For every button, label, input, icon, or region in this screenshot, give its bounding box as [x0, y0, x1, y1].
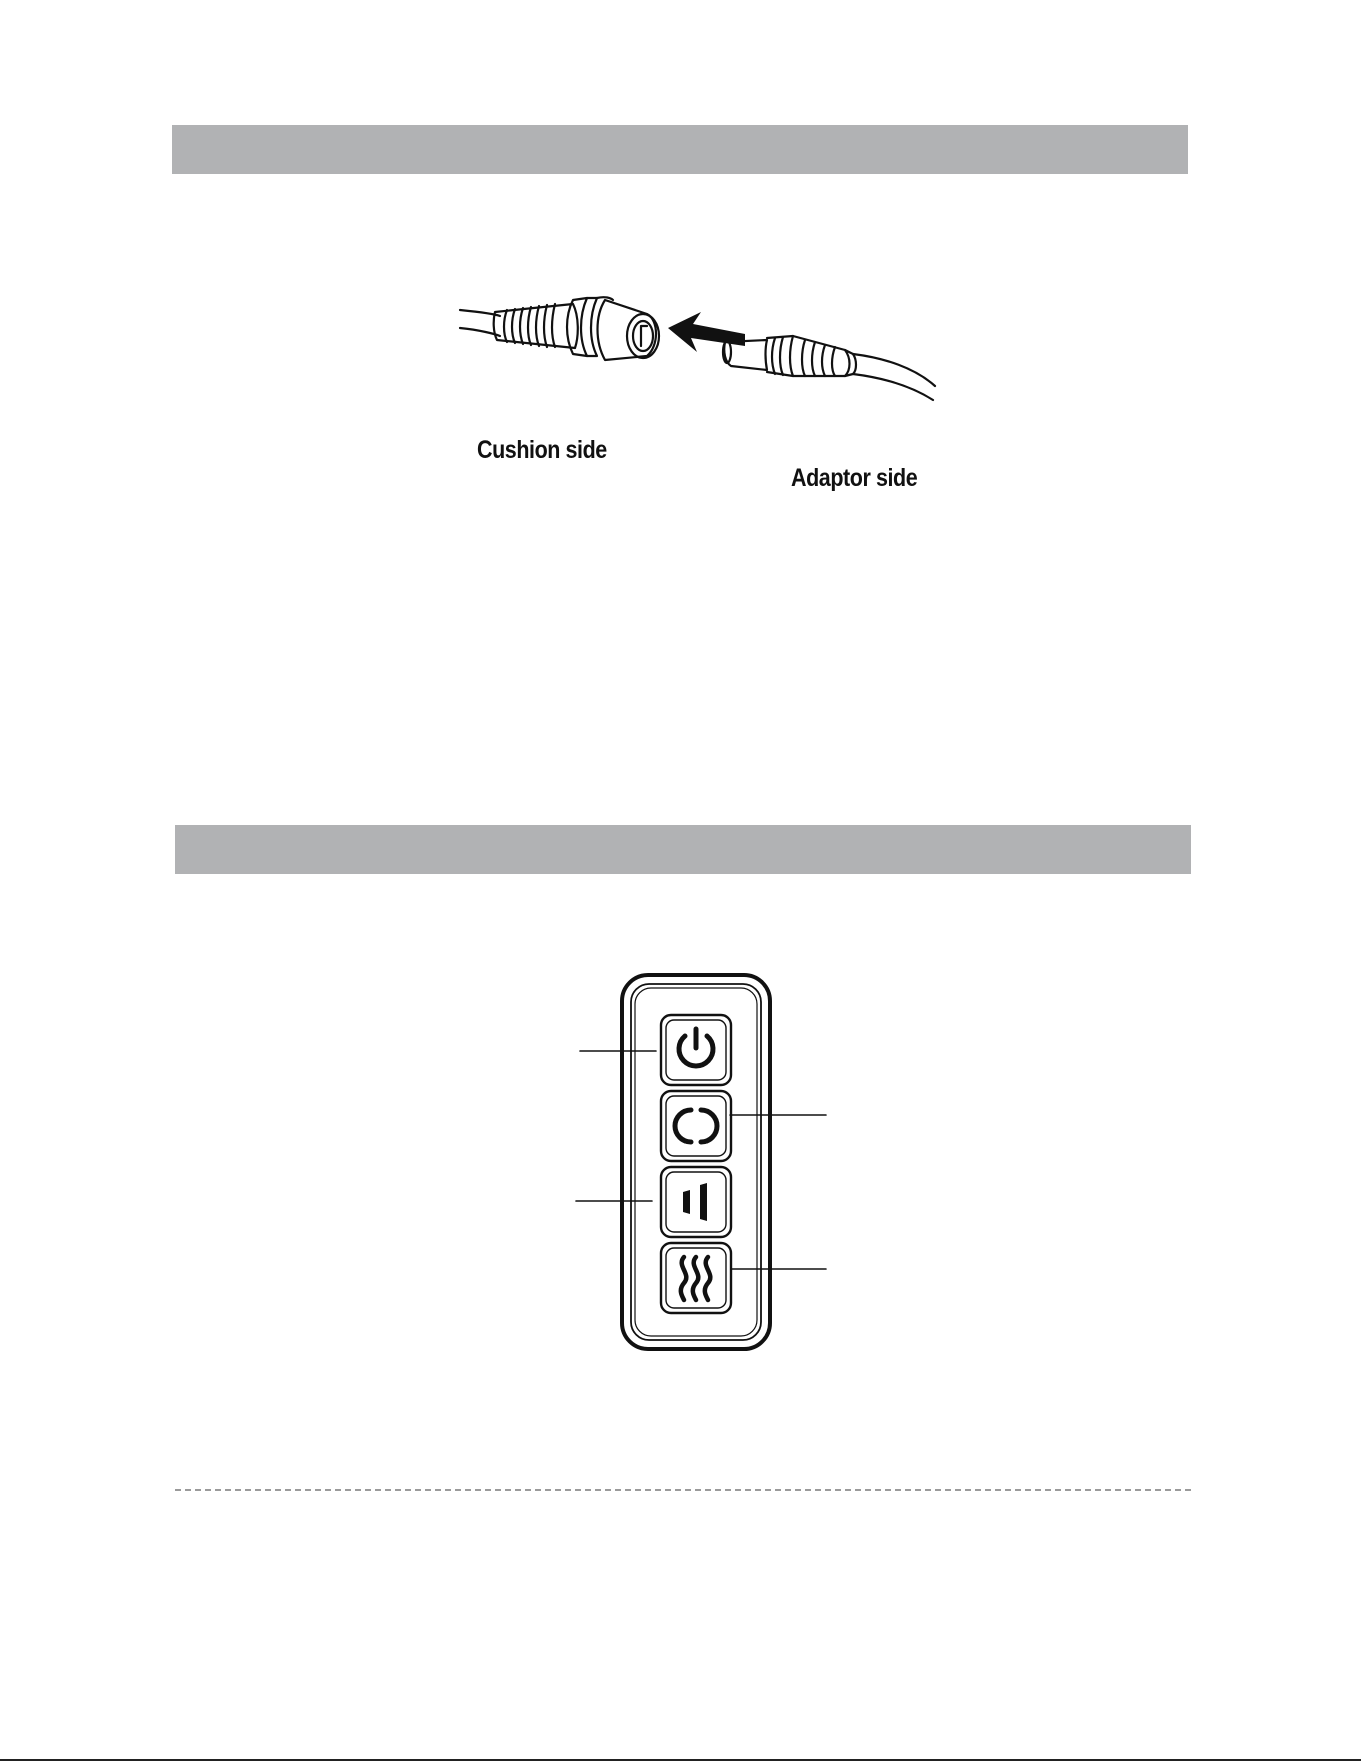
remote-controller-illustration — [570, 970, 840, 1356]
arrow-head-icon — [668, 312, 745, 352]
power-icon — [679, 1029, 713, 1066]
section-divider-dashed — [175, 1489, 1191, 1491]
heat-button[interactable] — [661, 1243, 731, 1313]
section-header-bar-connection — [172, 125, 1188, 174]
intensity-button[interactable] — [661, 1167, 731, 1237]
power-button[interactable] — [661, 1015, 731, 1085]
heat-icon — [681, 1257, 710, 1300]
adaptor-side-label: Adaptor side — [791, 464, 918, 492]
cycle-icon — [675, 1110, 717, 1142]
cushion-side-label: Cushion side — [477, 436, 607, 464]
mode-button[interactable] — [661, 1091, 731, 1161]
intensity-icon — [683, 1183, 707, 1221]
section-header-bar-controller — [175, 825, 1191, 874]
cushion-side-plug — [460, 297, 659, 360]
adaptor-side-plug — [723, 336, 935, 400]
